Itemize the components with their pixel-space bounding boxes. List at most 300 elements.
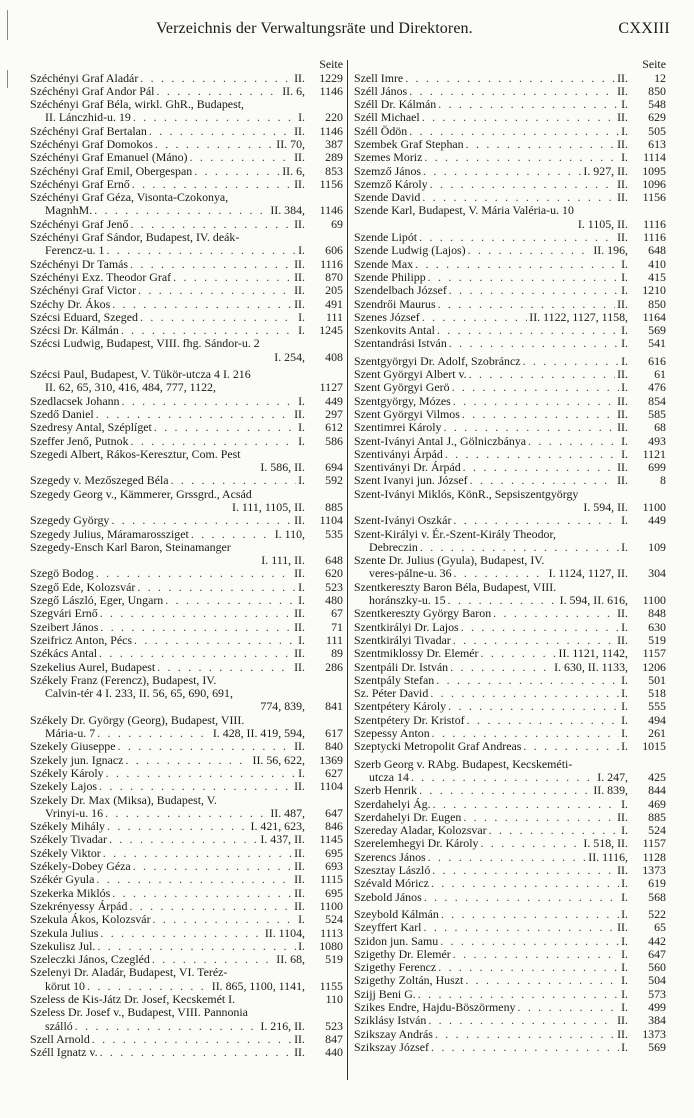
entry-line — [30, 218, 343, 231]
entry-page: 1369 — [319, 753, 343, 767]
dot-leader — [92, 1033, 292, 1046]
entry-line — [354, 700, 666, 713]
entry-volume-ref: II. — [617, 1014, 628, 1028]
entry-name: Szell Imre — [354, 71, 404, 85]
index-entry — [354, 528, 666, 555]
entry-line — [354, 368, 666, 381]
entry-name: Szekulisz Jul. — [30, 939, 96, 953]
entry-name: körut 10 — [45, 979, 85, 993]
dot-leader — [106, 244, 296, 257]
entry-name: Szeyffert Karl — [354, 921, 422, 935]
entry-page: 619 — [648, 877, 666, 891]
entry-page: 1115 — [320, 873, 343, 887]
entry-name: Szent-Iványi Miklós, KönR., Sepsiszentgyörgy — [354, 487, 579, 501]
index-entry — [30, 740, 343, 753]
index-entry — [354, 837, 666, 850]
entry-volume-ref: II. — [617, 297, 628, 311]
entry-name: Szende Karl, Budapest, V. Mária Valéria-u. 10 — [354, 204, 574, 218]
entry-line — [354, 528, 666, 541]
entry-volume-ref: I. 927, II. — [583, 164, 628, 178]
entry-page: 493 — [648, 434, 666, 448]
running-head — [30, 20, 674, 42]
index-entry — [354, 311, 666, 324]
entry-volume-ref: I. 254, — [274, 350, 305, 364]
entry-name: Szent Ivanyi jun. József — [354, 474, 468, 488]
index-entry — [354, 204, 666, 231]
entry-line — [30, 448, 343, 461]
entry-volume-ref: I. — [621, 974, 628, 988]
index-entry — [30, 541, 343, 568]
entry-volume-ref: II. — [617, 461, 628, 475]
entry-line — [354, 581, 666, 594]
index-entry — [30, 594, 343, 607]
entry-name: Széchényi Graf Emil, Obergespan — [30, 164, 193, 178]
entry-name: Szentiványi Dr. Árpád — [354, 461, 461, 475]
dot-leader — [405, 72, 615, 85]
index-entry — [354, 908, 666, 921]
column-divider — [347, 60, 348, 1080]
index-entry — [354, 935, 666, 948]
entry-volume-ref: I. — [621, 947, 628, 961]
entry-volume-ref: I. — [621, 934, 628, 948]
entry-name: Szemző Károly — [354, 177, 428, 191]
entry-page: 847 — [325, 1032, 343, 1046]
dot-leader — [191, 528, 273, 541]
index-entry — [30, 474, 343, 487]
entry-name: Szentpáli Dr. István — [354, 660, 449, 674]
entry-line — [354, 811, 666, 824]
entry-line — [354, 421, 666, 434]
entry-name: Széchényi Graf Andor Pál — [30, 84, 155, 98]
entry-volume-ref: I. 1124, 1127, II. — [548, 567, 628, 581]
index-entry — [354, 461, 666, 474]
entry-page: 885 — [648, 810, 666, 824]
entry-volume-ref: II. — [617, 191, 628, 205]
entry-page: 440 — [325, 1046, 343, 1060]
column-header-seite: Seite — [642, 57, 666, 71]
dot-leader — [171, 474, 297, 487]
entry-volume-ref: II. — [617, 177, 628, 191]
entry-line — [30, 1006, 343, 1019]
entry-line — [354, 258, 666, 271]
entry-name: Szerb Henrik — [354, 784, 418, 798]
entry-page: 560 — [648, 961, 666, 975]
entry-page: 1145 — [319, 833, 343, 847]
entry-line — [354, 877, 666, 890]
entry-line — [354, 435, 666, 448]
index-entry — [354, 740, 666, 753]
entry-page: 1104 — [319, 514, 343, 528]
dot-leader — [493, 607, 615, 620]
entry-name: Szedő Daniel — [30, 407, 94, 421]
dot-leader — [125, 754, 250, 767]
entry-volume-ref: I. — [621, 257, 628, 271]
entry-volume-ref: II. — [294, 860, 305, 874]
entry-volume-ref: II. — [294, 1032, 305, 1046]
entry-page: 840 — [325, 740, 343, 754]
index-entry — [354, 258, 666, 271]
entry-volume-ref: I. — [621, 337, 628, 351]
index-entry — [30, 993, 343, 1006]
index-entry — [30, 860, 343, 873]
entry-name: Szekely Dr. Max (Miksa), Budapest, V. — [30, 793, 217, 807]
dot-leader — [445, 448, 619, 461]
entry-name: Vrinyi-u. 16 — [45, 806, 104, 820]
entry-volume-ref: II. 384, — [270, 204, 305, 218]
entry-line — [354, 178, 666, 191]
index-entry — [30, 794, 343, 821]
entry-volume-ref: I. — [621, 270, 628, 284]
index-entry — [30, 528, 343, 541]
entry-line — [354, 567, 666, 580]
entry-volume-ref: I. — [621, 907, 628, 921]
index-entry — [354, 581, 666, 608]
index-entry — [30, 607, 343, 620]
entry-name: Szeptycki Metropolit Graf Andreas — [354, 740, 522, 754]
dot-leader — [75, 1020, 259, 1033]
entry-name: Széll Ödön — [354, 124, 408, 138]
entry-page: 71 — [331, 620, 343, 634]
entry-page: 585 — [648, 407, 666, 421]
entry-name: Szebold János — [354, 890, 422, 904]
index-entry — [30, 488, 343, 515]
entry-name: Szeybold Kálmán — [354, 907, 439, 921]
entry-page: 425 — [648, 770, 666, 784]
index-entry — [30, 754, 343, 767]
entry-line — [30, 421, 343, 434]
entry-page: 491 — [325, 297, 343, 311]
index-entry — [354, 891, 666, 904]
entry-page: 410 — [648, 257, 666, 271]
entry-volume-ref: I. — [621, 797, 628, 811]
entry-volume-ref: II. — [617, 394, 628, 408]
entry-name: Szegedy György — [30, 514, 110, 528]
entry-line — [354, 621, 666, 634]
entry-volume-ref: I. — [621, 727, 628, 741]
entry-page: 69 — [331, 217, 343, 231]
entry-volume-ref: II. 1116, — [588, 850, 628, 864]
entry-volume-ref: II. 487, — [270, 806, 305, 820]
index-entry — [30, 927, 343, 940]
entry-line — [354, 165, 666, 178]
entry-volume-ref: I. — [621, 540, 628, 554]
entry-name: Sz. Péter David — [354, 687, 429, 701]
entry-volume-ref: II. 865, 1100, 1141, — [211, 979, 305, 993]
index-entry — [354, 98, 666, 111]
entry-page: 627 — [325, 766, 343, 780]
entry-name: Szikszay József — [354, 1040, 429, 1054]
entry-page: 505 — [648, 124, 666, 138]
entry-line — [354, 284, 666, 297]
entry-name: Székely Dr. György (Georg), Budapest, VIII. — [30, 713, 245, 727]
entry-volume-ref: I. — [298, 310, 305, 324]
entry-line — [354, 311, 666, 324]
index-entry — [30, 258, 343, 271]
entry-name: Szegedi Albert, Rákos-Keresztur, Com. Pest — [30, 447, 241, 461]
entry-line — [30, 661, 343, 674]
dot-leader — [449, 284, 619, 297]
entry-name: Széchényi Graf Jenő — [30, 217, 129, 231]
index-entry — [30, 714, 343, 741]
dot-leader — [437, 324, 619, 337]
dot-leader — [422, 111, 615, 124]
entry-page: 1114 — [643, 151, 666, 165]
entry-volume-ref: II. — [294, 607, 305, 621]
dot-leader — [153, 913, 297, 926]
dot-leader — [419, 784, 591, 797]
entry-volume-ref: II. — [617, 474, 628, 488]
index-entry — [354, 448, 666, 461]
index-entry — [30, 621, 343, 634]
entry-line — [30, 324, 343, 337]
entry-volume-ref: II. — [294, 567, 305, 581]
entry-name: Szembek Graf Stephan — [354, 137, 464, 151]
entry-name: Székely Tivadar — [30, 833, 107, 847]
entry-volume-ref: I. — [621, 434, 628, 448]
entry-volume-ref: II. 6, — [282, 84, 305, 98]
dot-leader — [409, 85, 615, 98]
entry-volume-ref: II. — [294, 177, 305, 191]
index-entry — [354, 1041, 666, 1054]
entry-line — [30, 258, 343, 271]
index-entry — [30, 337, 343, 364]
entry-volume-ref: II. — [294, 660, 305, 674]
entry-name: Szesztay László — [354, 864, 431, 878]
dot-leader — [121, 395, 296, 408]
entry-name: Szécsi Eduard, Szeged — [30, 310, 138, 324]
dot-leader — [422, 191, 615, 204]
entry-line — [354, 298, 666, 311]
entry-line — [30, 337, 343, 350]
entry-name: Szécsi Dr. Kálmán — [30, 324, 119, 338]
entry-name: Szendrői Maurus — [354, 297, 436, 311]
dot-leader — [463, 811, 615, 824]
entry-volume-ref: II. — [294, 886, 305, 900]
entry-page: 848 — [648, 607, 666, 621]
entry-name: Székely Mihály — [30, 820, 105, 834]
entry-line — [354, 714, 666, 727]
entry-page: 1113 — [320, 926, 343, 940]
entry-volume-ref: I. 586, II. — [260, 461, 305, 475]
dot-leader — [441, 908, 619, 921]
entry-name: Szentmiklossy Dr. Elemér — [354, 647, 479, 661]
entry-page: 630 — [648, 620, 666, 634]
entry-name: Széchényi Graf Ernő — [30, 177, 130, 191]
entry-name: Szeffer Jenő, Putnok — [30, 434, 129, 448]
entry-name: Szende Philipp — [354, 270, 426, 284]
entry-name: Ferencz-u. 1 — [45, 244, 105, 258]
entry-name: Szidon jun. Samu — [354, 934, 439, 948]
entry-name: Szegedy Georg v., Kämmerer, Grssgrd., Acsád — [30, 487, 252, 501]
dot-leader — [129, 900, 292, 913]
entry-page: 519 — [648, 633, 666, 647]
index-entry — [30, 581, 343, 594]
entry-line — [30, 72, 343, 85]
entry-line — [30, 754, 343, 767]
dot-leader — [428, 1014, 615, 1027]
entry-name: Szévald Móricz — [354, 877, 429, 891]
entry-volume-ref: I. 594, II. — [583, 501, 628, 514]
entry-name: veres-pálne-u. 36 — [369, 567, 452, 581]
entry-name: Szende Max — [354, 257, 414, 271]
dot-leader — [112, 298, 292, 311]
entry-name: Széchényi Graf Sándor, Budapest, IV. deák- — [30, 231, 240, 245]
entry-name: horánszky-u. 15 — [369, 594, 446, 608]
dot-leader — [431, 1041, 619, 1054]
dot-leader — [99, 780, 292, 793]
entry-volume-ref: I. — [298, 111, 305, 125]
entry-line — [30, 807, 343, 820]
entry-line — [354, 98, 666, 111]
entry-volume-ref: II. — [617, 84, 628, 98]
entry-name: Szijj Beni G. — [354, 987, 416, 1001]
scan-edge-mark — [7, 10, 8, 40]
entry-line — [30, 780, 343, 793]
index-entry — [30, 966, 343, 993]
entry-name: Szendelbach József — [354, 284, 447, 298]
entry-page: 850 — [648, 84, 666, 98]
entry-volume-ref: I. — [621, 447, 628, 461]
entry-page: 1116 — [643, 231, 666, 245]
entry-name: Mária-u. 7 — [45, 727, 96, 741]
index-entry — [354, 988, 666, 1001]
dot-leader — [103, 847, 292, 860]
entry-name: Szemző János — [354, 164, 422, 178]
entry-page: 885 — [325, 501, 343, 514]
entry-line — [30, 528, 343, 541]
entry-volume-ref: I. — [621, 687, 628, 701]
entry-line — [30, 298, 343, 311]
entry-name: Széchényi Graf Géza, Visonta-Czokonya, — [30, 191, 229, 205]
entry-page: 586 — [325, 434, 343, 448]
entry-name: II. 62, 65, 310, 416, 484, 777, 1122, — [45, 381, 216, 395]
entry-line — [354, 501, 666, 514]
entry-page: 1229 — [319, 71, 343, 85]
entry-volume-ref: II. — [294, 284, 305, 298]
entry-line — [30, 395, 343, 408]
entry-name: Szegő László, Eger, Ungarn — [30, 594, 164, 608]
dot-leader — [87, 980, 210, 993]
entry-line — [30, 966, 343, 979]
entry-name: Szende David — [354, 191, 421, 205]
entry-name: Szent-Iványi Oszkár — [354, 514, 452, 528]
entry-name: Szekely Giuseppe — [30, 740, 116, 754]
dot-leader — [449, 337, 619, 350]
entry-line — [354, 661, 666, 674]
entry-line — [354, 921, 666, 934]
dot-leader — [107, 820, 249, 833]
entry-line — [30, 501, 343, 514]
entry-line — [354, 851, 666, 864]
entry-name: Calvin-tér 4 I. 233, II. 56, 65, 690, 691, — [45, 687, 233, 701]
index-entry — [30, 887, 343, 900]
index-entry — [30, 634, 343, 647]
entry-line — [30, 271, 343, 284]
dot-leader — [157, 661, 292, 674]
entry-page: 1100 — [642, 501, 666, 514]
entry-page: 1373 — [642, 1027, 666, 1041]
entry-line — [30, 514, 343, 527]
index-entry — [30, 873, 343, 886]
entry-page: 841 — [325, 700, 343, 714]
entry-name: Széchényi Graf Domokos — [30, 137, 153, 151]
entry-line — [354, 740, 666, 753]
entry-line — [354, 448, 666, 461]
entry-page: 569 — [648, 324, 666, 338]
entry-line — [30, 351, 343, 364]
entry-name: Szent Györgyi Vilmos — [354, 407, 460, 421]
entry-line — [354, 837, 666, 850]
entry-page: 1080 — [319, 939, 343, 953]
dot-leader — [155, 138, 274, 151]
entry-line — [354, 687, 666, 700]
entry-volume-ref: I. — [621, 700, 628, 714]
entry-line — [30, 381, 343, 394]
entry-volume-ref: I. — [621, 98, 628, 112]
left-column — [30, 58, 343, 1059]
entry-volume-ref: I. — [621, 354, 628, 368]
entry-volume-ref: II. — [294, 407, 305, 421]
entry-page: 620 — [325, 567, 343, 581]
index-entry — [354, 647, 666, 660]
index-entry — [354, 395, 666, 408]
entry-line — [30, 461, 343, 474]
entry-line — [354, 908, 666, 921]
dot-leader — [438, 98, 619, 111]
dot-leader — [424, 891, 619, 904]
entry-page: 612 — [325, 421, 343, 435]
entry-line — [354, 961, 666, 974]
entry-name: Szende Lipót — [354, 231, 418, 245]
entry-volume-ref: II. 839, — [593, 784, 628, 798]
dot-leader — [194, 165, 280, 178]
entry-line — [354, 488, 666, 501]
dot-leader — [149, 125, 292, 138]
entry-line — [30, 927, 343, 940]
entry-volume-ref: II. — [294, 1046, 305, 1060]
dot-leader — [517, 1001, 619, 1014]
entry-name: Szegvári Ernő — [30, 607, 98, 621]
entry-name: Szegedy v. Mezőszeged Béla — [30, 474, 169, 488]
entry-page: 1100 — [642, 594, 666, 608]
index-entry — [354, 178, 666, 191]
dot-leader — [438, 298, 616, 311]
dot-leader — [453, 948, 619, 961]
index-entry — [354, 811, 666, 824]
entry-name: Széchényi Graf Emanuel (Máno) — [30, 151, 188, 165]
entry-line — [354, 355, 666, 368]
index-entry — [30, 408, 343, 421]
dot-leader — [433, 798, 619, 811]
entry-line — [354, 381, 666, 394]
dot-leader — [528, 435, 619, 448]
entry-name: Széll Dr. Kálmán — [354, 98, 437, 112]
entry-volume-ref: II. — [617, 864, 628, 878]
entry-volume-ref: I. — [621, 824, 628, 838]
entry-name: Szekula Ákos, Kolozsvár — [30, 913, 151, 927]
entry-page: 449 — [648, 514, 666, 528]
entry-page: 220 — [325, 111, 343, 125]
entry-volume-ref: I. — [621, 124, 628, 138]
dot-leader — [112, 887, 292, 900]
entry-line — [30, 847, 343, 860]
entry-line — [30, 284, 343, 297]
dot-leader — [419, 231, 615, 244]
entry-page: 518 — [648, 687, 666, 701]
entry-page: 297 — [325, 407, 343, 421]
index-entry — [354, 125, 666, 138]
index-entry — [30, 231, 343, 258]
